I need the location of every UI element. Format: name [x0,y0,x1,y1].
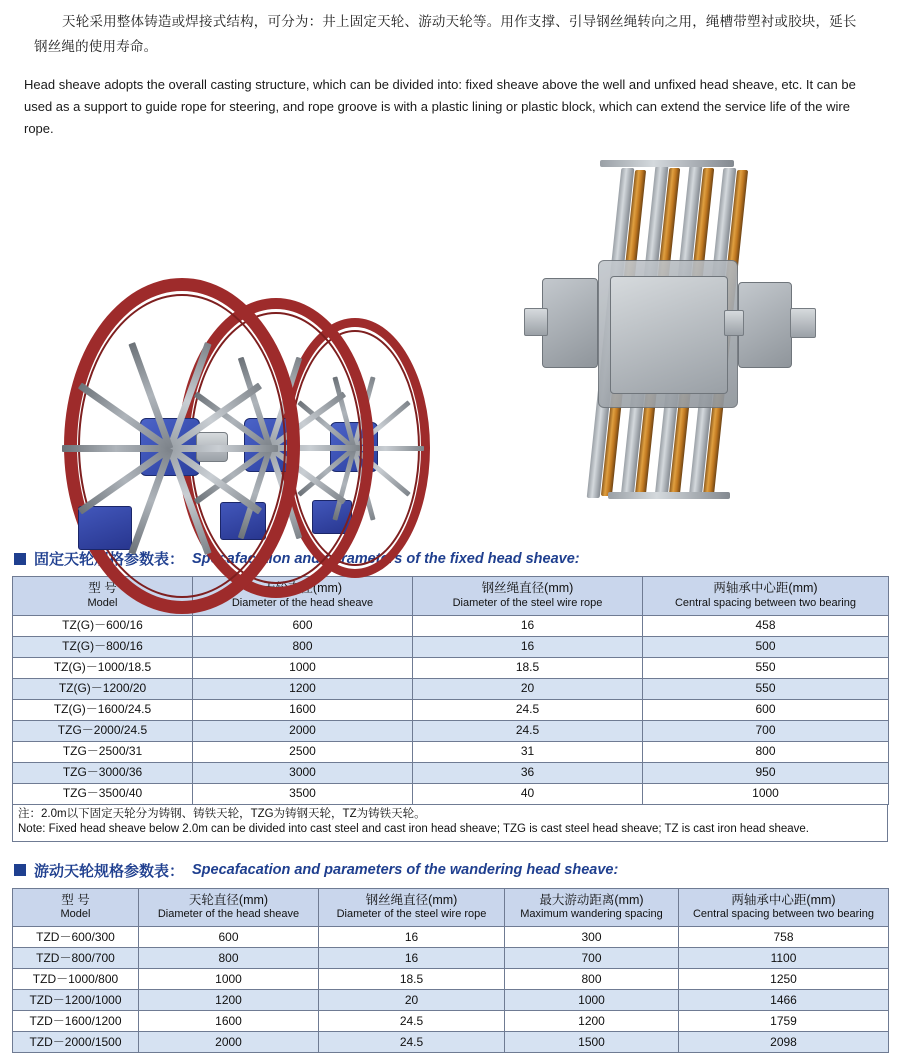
column-header-rope-diameter: 钢丝绳直径(mm) Diameter of the steel wire rope [319,888,505,926]
cell-bearing-spacing: 800 [643,741,889,762]
cell-max-wandering-spacing: 1000 [505,990,679,1011]
cell-sheave-diameter: 3500 [193,783,413,804]
cell-sheave-diameter: 1600 [193,699,413,720]
cell-rope-diameter: 20 [319,990,505,1011]
table-row [13,657,889,678]
cell-model: TZ(G)－800/16 [13,636,193,657]
table-row [13,948,889,969]
square-bullet-icon [14,553,26,565]
table-row [13,783,889,804]
cell-rope-diameter: 16 [413,636,643,657]
cell-model: TZD－1600/1200 [13,1011,139,1032]
cell-sheave-diameter: 1600 [139,1011,319,1032]
cell-bearing-spacing: 600 [643,699,889,720]
column-header-rope-diameter: 钢丝绳直径(mm) Diameter of the steel wire rope [413,577,643,615]
section-title-chinese: 游动天轮规格参数表： [34,862,185,880]
cell-max-wandering-spacing: 800 [505,969,679,990]
cell-bearing-spacing: 550 [643,678,889,699]
fixed-head-sheave-note [12,805,888,842]
table-row [13,927,889,948]
cell-model: TZG－3000/36 [13,762,193,783]
table-row [13,1032,889,1053]
fixed-head-sheave-table [12,576,889,804]
cell-model: TZD－2000/1500 [13,1032,139,1053]
cell-bearing-spacing: 1100 [679,948,889,969]
cell-bearing-spacing: 1250 [679,969,889,990]
table-row [13,741,889,762]
note-english: Note: Fixed head sheave below 2.0m can be divided into cast steel and cast iron head sheave; TZG is cast steel head sheave; TZ is cast iron head sheave. [18,823,809,836]
cell-rope-diameter: 16 [319,927,505,948]
cell-sheave-diameter: 1000 [193,657,413,678]
table-row [13,969,889,990]
column-header-bearing-spacing: 两轴承中心距(mm) Central spacing between two bearing [679,888,889,926]
cell-sheave-diameter: 800 [139,948,319,969]
section-header-wandering-head-sheave [12,860,888,881]
table-header-row [13,888,889,926]
cell-sheave-diameter: 1200 [139,990,319,1011]
cell-model: TZ(G)－1200/20 [13,678,193,699]
wandering-head-sheave-table [12,888,889,1053]
column-header-model: 型 号 Model [13,888,139,926]
square-bullet-icon [14,864,26,876]
cell-rope-diameter: 24.5 [319,1032,505,1053]
product-illustration [12,150,888,530]
cell-model: TZG－2000/24.5 [13,720,193,741]
section-title-chinese: 固定天轮规格参数表： [34,551,185,569]
cell-model: TZD－1200/1000 [13,990,139,1011]
cell-rope-diameter: 24.5 [319,1011,505,1032]
cell-model: TZD－600/300 [13,927,139,948]
cell-rope-diameter: 18.5 [413,657,643,678]
table-row [13,762,889,783]
column-header-max-wandering-spacing: 最大游动距离(mm) Maximum wandering spacing [505,888,679,926]
cell-rope-diameter: 16 [319,948,505,969]
table-row [13,636,889,657]
column-header-sheave-diameter: 天轮直径(mm) Diameter of the head sheave [193,577,413,615]
cell-sheave-diameter: 3000 [193,762,413,783]
cell-model: TZ(G)－1000/18.5 [13,657,193,678]
cell-sheave-diameter: 2000 [193,720,413,741]
cell-bearing-spacing: 758 [679,927,889,948]
cell-sheave-diameter: 2000 [139,1032,319,1053]
table-row [13,1011,889,1032]
column-header-model: 型 号 Model [13,577,193,615]
cell-model: TZD－1000/800 [13,969,139,990]
cell-rope-diameter: 36 [413,762,643,783]
cell-rope-diameter: 20 [413,678,643,699]
intro-paragraph-english: Head sheave adopts the overall casting structure, which can be divided into: fixed sheave above the well and unfixed head sheave, etc. It can be used as a support to guide rope for steering, and rope groove is with a plastic lining or plastic block, which can extend the service life of the wire rope. [24,76,856,137]
cell-model: TZD－800/700 [13,948,139,969]
cell-max-wandering-spacing: 700 [505,948,679,969]
cell-bearing-spacing: 1000 [643,783,889,804]
table-row [13,990,889,1011]
section-title-english: Specafacation and parameters of the fixed head sheave: [192,550,580,567]
cell-rope-diameter: 18.5 [319,969,505,990]
cell-bearing-spacing: 1759 [679,1011,889,1032]
cell-sheave-diameter: 1000 [139,969,319,990]
table-row [13,699,889,720]
cell-bearing-spacing: 1466 [679,990,889,1011]
cell-bearing-spacing: 458 [643,615,889,636]
cell-rope-diameter: 16 [413,615,643,636]
cell-rope-diameter: 40 [413,783,643,804]
cell-rope-diameter: 24.5 [413,720,643,741]
cell-bearing-spacing: 2098 [679,1032,889,1053]
cell-max-wandering-spacing: 300 [505,927,679,948]
cell-model: TZ(G)－600/16 [13,615,193,636]
cell-bearing-spacing: 700 [643,720,889,741]
cell-sheave-diameter: 800 [193,636,413,657]
table-row [13,720,889,741]
cell-bearing-spacing: 550 [643,657,889,678]
cell-model: TZ(G)－1600/24.5 [13,699,193,720]
column-header-sheave-diameter: 天轮直径(mm) Diameter of the head sheave [139,888,319,926]
page-content [0,10,900,1053]
cell-max-wandering-spacing: 1200 [505,1011,679,1032]
section-title-english: Specafacation and parameters of the wandering head sheave: [192,862,619,879]
cell-max-wandering-spacing: 1500 [505,1032,679,1053]
cell-rope-diameter: 24.5 [413,699,643,720]
cell-sheave-diameter: 1200 [193,678,413,699]
cell-rope-diameter: 31 [413,741,643,762]
note-chinese: 注：2.0m以下固定天轮分为铸钢、铸铁天轮，TZG为铸钢天轮，TZ为铸铁天轮。 [18,807,426,820]
cell-bearing-spacing: 500 [643,636,889,657]
column-header-bearing-spacing: 两轴承中心距(mm) Central spacing between two bearing [643,577,889,615]
table-row [13,678,889,699]
cell-sheave-diameter: 600 [139,927,319,948]
cell-bearing-spacing: 950 [643,762,889,783]
intro-paragraph-chinese: 天轮采用整体铸造或焊接式结构，可分为：井上固定天轮、游动天轮等。用作支撑、引导钢丝绳转向之用，绳槽带塑衬或胶块，延长钢丝绳的使用寿命。 [34,14,857,54]
cell-sheave-diameter: 600 [193,615,413,636]
cell-sheave-diameter: 2500 [193,741,413,762]
table-row [13,615,889,636]
cell-model: TZG－2500/31 [13,741,193,762]
cell-model: TZG－3500/40 [13,783,193,804]
